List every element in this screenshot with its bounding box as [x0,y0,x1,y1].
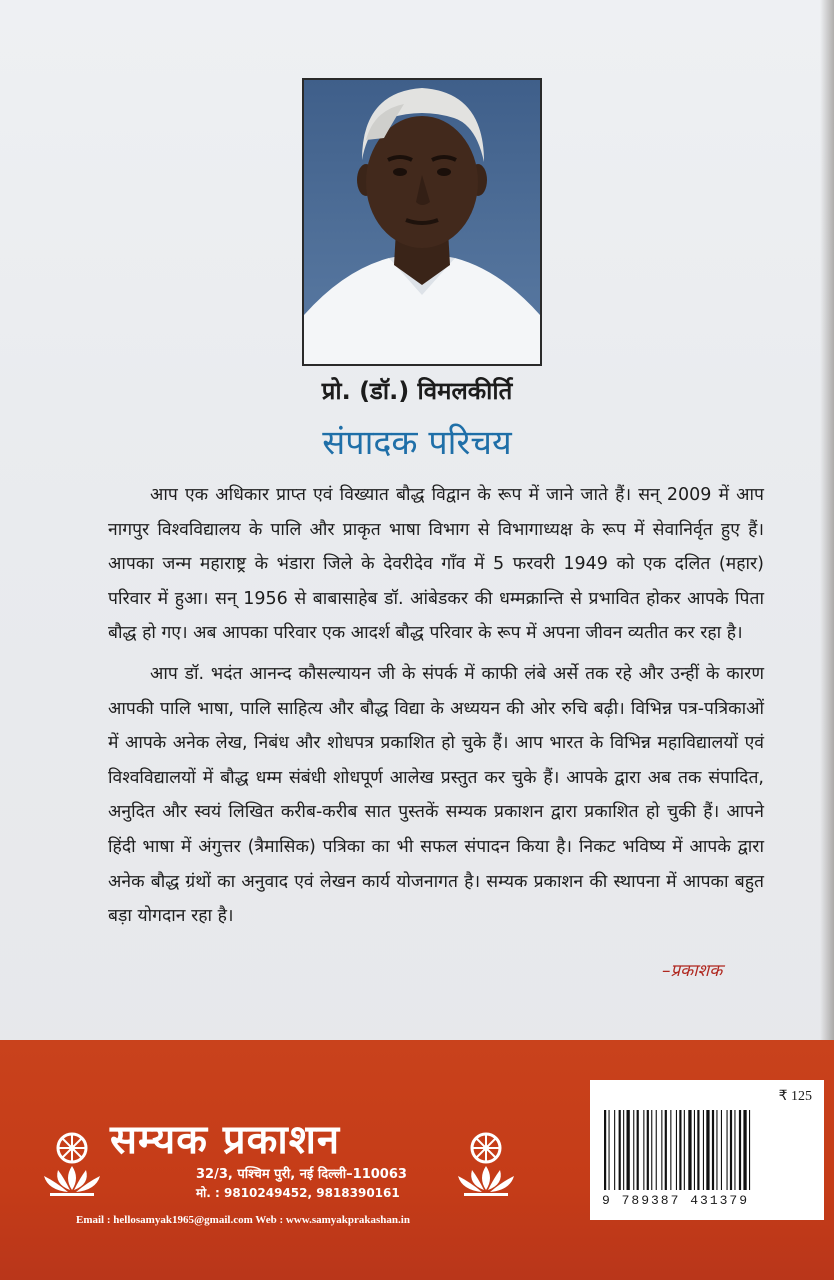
publisher-name: सम्यक प्रकाशन [110,1117,341,1163]
isbn-number: 9 789387 431379 [602,1193,750,1208]
bio-paragraph: आप एक अधिकार प्राप्त एवं विख्यात बौद्ध विद्वान के रूप में जाने जाते हैं। सन् 2009 में आप नागपुर विश्वविद्यालय के पालि और प्राकृत भाषा विभाग से विभागाध्यक्ष के रूप में सेवानिर्वृत हुए हैं। आपका जन्म महाराष्ट्र के भंडारा जिले के देवरीदेव गाँव में 5 फरवरी 1949 को एक दलित (महार) परिवार में हुआ। सन् 1956 से बाबासाहेब डॉ. आंबेडकर की धम्मक्रान्ति से प्रभावित होकर आपके पिता बौद्ध हो गए। अब आपका परिवार एक आदर्श बौद्ध परिवार के रूप में अपना जीवन व्यतीत कर रहा है। [108,485,764,644]
author-photo [302,78,542,366]
lotus-wheel-logo-icon [450,1130,522,1198]
price-label: ₹ 125 [778,1089,812,1104]
author-bio [108,478,764,934]
bio-paragraph: आप डॉ. भदंत आनन्द कौसल्यायन जी के संपर्क में काफी लंबे अर्से तक रहे और उन्हीं के कारण आपकी पालि भाषा, पालि साहित्य और बौद्ध विद्या के अध्ययन की ओर रुचि बढ़ी। विभिन्न पत्र-पत्रिकाओं में आपके अनेक लेख, निबंध और शोधपत्र प्रकाशित हो चुके हैं। आप भारत के विभिन्न महाविद्यालयों एवं विश्वविद्यालयों में बौद्ध धम्म संबंधी शोधपूर्ण आलेख प्रस्तुत कर चुके हैं। आपके द्वारा अब तक संपादित, अनुदित और स्वयं लिखित करीब-करीब सात पुस्तकें सम्यक प्रकाशन द्वारा प्रकाशित हो चुकी हैं। आपने हिंदी भाषा में अंगुत्तर (त्रैमासिक) पत्रिका का भी सफल संपादन किया है। निकट भविष्य में आपके द्वारा अनेक बौद्ध ग्रंथों का अनुवाद एवं लेखन कार्य योजनागत है। सम्यक प्रकाशन की स्थापना में आपका बहुत बड़ा योगदान रहा है। [108,663,764,927]
publisher-signature: –प्रकाशक [662,961,723,981]
section-title: संपादक परिचय [322,423,512,463]
publisher-address: 32/3, पश्चिम पुरी, नई दिल्ली–110063 [196,1167,407,1182]
publisher-contact: Email : hellosamyak1965@gmail.com Web : www.samyakprakashan.in [76,1214,410,1226]
publisher-phone: मो. : 9810249452, 9818390161 [196,1186,400,1200]
barcode-panel [590,1080,824,1220]
isbn-barcode [604,1110,810,1190]
author-name: प्रो. (डॉ.) विमलकीर्ति [321,377,513,405]
cover-edge-shadow [820,0,834,1040]
lotus-wheel-logo-icon [36,1130,108,1198]
